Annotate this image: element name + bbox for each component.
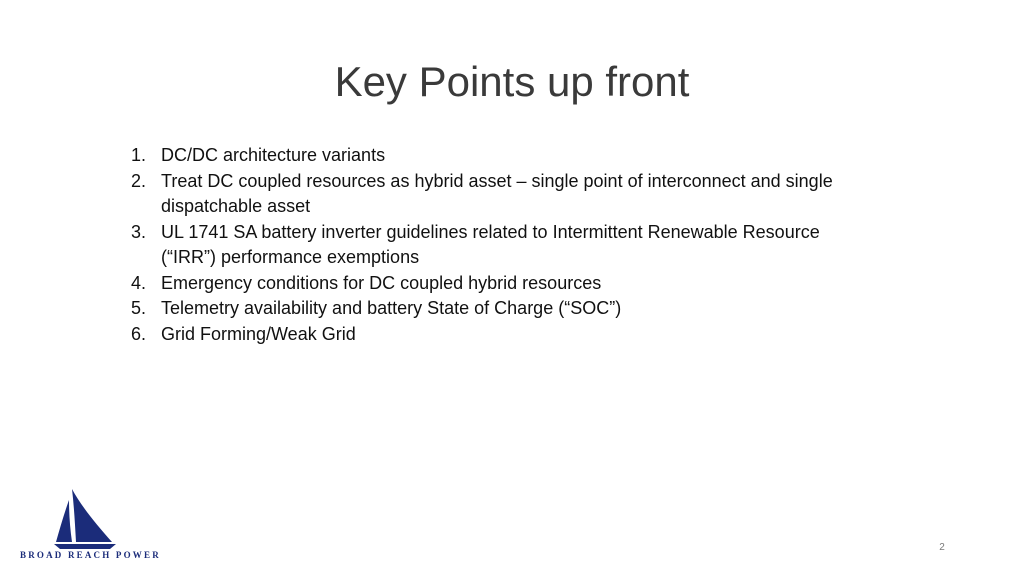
- list-item: [131, 296, 851, 322]
- company-logo: [20, 488, 161, 568]
- key-points-list: [131, 143, 851, 347]
- list-item: [131, 322, 851, 348]
- slide-title: Key Points up front: [334, 58, 690, 105]
- list-item: [131, 271, 851, 297]
- list-item-number: 4.: [131, 272, 147, 293]
- list-item-text: Grid Forming/Weak Grid: [161, 323, 356, 344]
- list-item-text: UL 1741 SA battery inverter guidelines related to Intermittent Renewable Resource (“IRR”) performance exemptions: [161, 221, 820, 267]
- list-item-number: 6.: [131, 323, 147, 344]
- list-item-text: Telemetry availability and battery State of Charge (“SOC”): [161, 298, 622, 318]
- list-item: [131, 143, 851, 169]
- list-item-text: DC/DC architecture variants: [161, 145, 386, 165]
- list-item-number: 3.: [131, 221, 147, 242]
- sailboat-icon: [54, 488, 118, 550]
- page-number: 2: [939, 542, 945, 553]
- list-item-number: 1.: [131, 145, 147, 165]
- list-item-text: Treat DC coupled resources as hybrid asset – single point of interconnect and single dispatchable asset: [161, 170, 833, 216]
- company-name: BROAD REACH POWER: [20, 550, 161, 560]
- list-item-number: 5.: [131, 298, 147, 318]
- list-item-number: 2.: [131, 170, 147, 191]
- list-item: [131, 169, 851, 220]
- list-item-text: Emergency conditions for DC coupled hybrid resources: [161, 272, 602, 293]
- list-item: [131, 220, 851, 271]
